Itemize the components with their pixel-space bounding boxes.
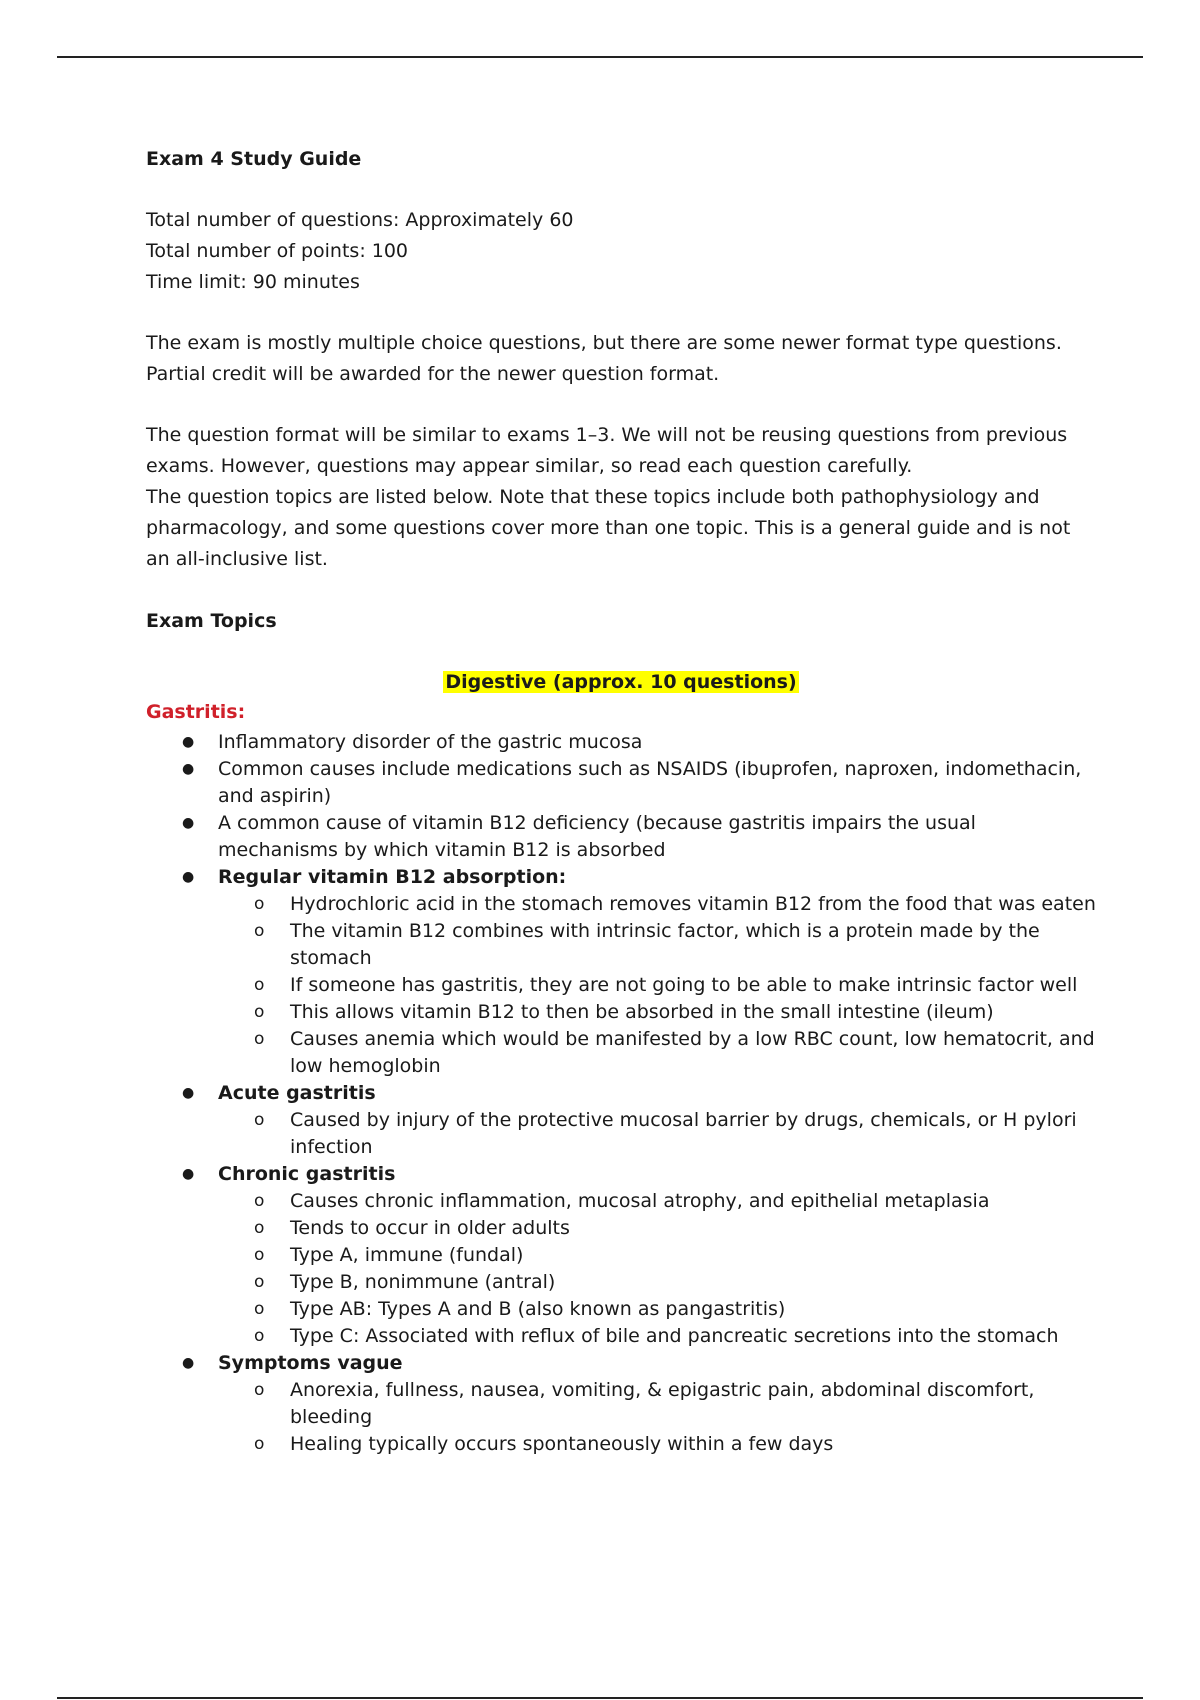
bullet-text: Symptoms vague [218,1352,403,1374]
bullet-text: Inflammatory disorder of the gastric mucosa [218,731,643,753]
bullet-text: Chronic gastritis [218,1163,396,1185]
bullet-dot-icon: ● [182,761,195,777]
bullet-item [146,756,1096,810]
sub-bullet-item [218,1269,1096,1296]
sub-bullet-text: Anorexia, fullness, nausea, vomiting, & epigastric pain, abdominal discomfort, bleeding [290,1379,1035,1428]
sub-bullet-item [218,891,1096,918]
hollow-bullet-icon: o [254,1299,265,1319]
hollow-bullet-icon: o [254,1272,265,1292]
section-heading-row [146,667,1096,698]
sub-bullet-text: If someone has gastritis, they are not going to be able to make intrinsic factor well [290,974,1078,996]
sub-bullet-text: Hydrochloric acid in the stomach removes vitamin B12 from the food that was eaten [290,893,1096,915]
sub-bullet-list [218,1377,1096,1458]
hollow-bullet-icon: o [254,1002,265,1022]
sub-bullet-list [218,1107,1096,1161]
sub-bullet-list [218,1188,1096,1350]
sub-bullet-item [218,1431,1096,1458]
sub-bullet-text: Type A, immune (fundal) [290,1244,524,1266]
bullet-dot-icon: ● [182,1166,195,1182]
bullet-item [146,1350,1096,1458]
section-heading-digestive: Digestive (approx. 10 questions) [445,671,797,693]
meta-line-questions: Total number of questions: Approximately 60 [146,209,574,231]
bullet-dot-icon: ● [182,869,195,885]
footer-rule [57,1697,1143,1699]
bullet-dot-icon: ● [182,815,195,831]
exam-meta [146,205,1096,298]
hollow-bullet-icon: o [254,1029,265,1049]
document-body [146,144,1096,1458]
paragraph-reuse: The question format will be similar to exams 1–3. We will not be reusing questions from previous exams. However, questions may appear similar, so read each question carefully. [146,424,1068,477]
bullet-text: A common cause of vitamin B12 deficiency (because gastritis impairs the usual mechanisms by which vitamin B12 is absorbed [218,812,976,861]
sub-bullet-item [218,1377,1096,1431]
sub-bullet-item [218,1296,1096,1323]
bullet-item [146,1161,1096,1350]
bullet-item [146,729,1096,756]
sub-bullet-text: Caused by injury of the protective mucosal barrier by drugs, chemicals, or H pylori infection [290,1109,1077,1158]
hollow-bullet-icon: o [254,921,265,941]
hollow-bullet-icon: o [254,1245,265,1265]
bullet-item [146,864,1096,1080]
gastritis-bullet-list [146,729,1096,1458]
topics-heading: Exam Topics [146,610,277,632]
sub-bullet-item [218,1323,1096,1350]
sub-bullet-text: Type B, nonimmune (antral) [290,1271,556,1293]
sub-bullet-list [218,891,1096,1080]
sub-bullet-text: Causes chronic inflammation, mucosal atrophy, and epithelial metaplasia [290,1190,990,1212]
sub-bullet-text: Healing typically occurs spontaneously within a few days [290,1433,834,1455]
sub-bullet-text: Type C: Associated with reflux of bile and pancreatic secretions into the stomach [290,1325,1059,1347]
hollow-bullet-icon: o [254,1110,265,1130]
sub-bullet-text: Type AB: Types A and B (also known as pangastritis) [290,1298,786,1320]
hollow-bullet-icon: o [254,894,265,914]
bullet-text: Common causes include medications such as NSAIDS (ibuprofen, naproxen, indomethacin, and aspirin) [218,758,1082,807]
document-title: Exam 4 Study Guide [146,148,362,170]
topic-heading-gastritis: Gastritis: [146,701,246,723]
hollow-bullet-icon: o [254,1191,265,1211]
bullet-item [146,1080,1096,1161]
hollow-bullet-icon: o [254,1434,265,1454]
sub-bullet-item [218,1188,1096,1215]
bullet-text: Regular vitamin B12 absorption: [218,866,567,888]
sub-bullet-text: Tends to occur in older adults [290,1217,570,1239]
paragraph-topics-note: The question topics are listed below. Note that these topics include both pathophysiology and pharmacology, and some questions cover more than one topic. This is a general guide and is not an all-inclusive list. [146,486,1071,570]
sub-bullet-item [218,1026,1096,1080]
header-rule [57,56,1143,58]
sub-bullet-text: Causes anemia which would be manifested by a low RBC count, low hematocrit, and low hemoglobin [290,1028,1095,1077]
sub-bullet-item [218,999,1096,1026]
hollow-bullet-icon: o [254,1380,265,1400]
bullet-text: Acute gastritis [218,1082,376,1104]
sub-bullet-item [218,1215,1096,1242]
sub-bullet-item [218,918,1096,972]
sub-bullet-item [218,1107,1096,1161]
meta-line-points: Total number of points: 100 [146,240,409,262]
hollow-bullet-icon: o [254,975,265,995]
sub-bullet-item [218,972,1096,999]
hollow-bullet-icon: o [254,1218,265,1238]
bullet-item [146,810,1096,864]
sub-bullet-text: This allows vitamin B12 to then be absorbed in the small intestine (ileum) [290,1001,994,1023]
paragraph-format: The exam is mostly multiple choice questions, but there are some newer format type questions. Partial credit will be awarded for the newer question format. [146,332,1062,385]
bullet-dot-icon: ● [182,1355,195,1371]
bullet-dot-icon: ● [182,1085,195,1101]
hollow-bullet-icon: o [254,1326,265,1346]
bullet-dot-icon: ● [182,734,195,750]
sub-bullet-item [218,1242,1096,1269]
meta-line-time: Time limit: 90 minutes [146,271,360,293]
sub-bullet-text: The vitamin B12 combines with intrinsic factor, which is a protein made by the stomach [290,920,1040,969]
